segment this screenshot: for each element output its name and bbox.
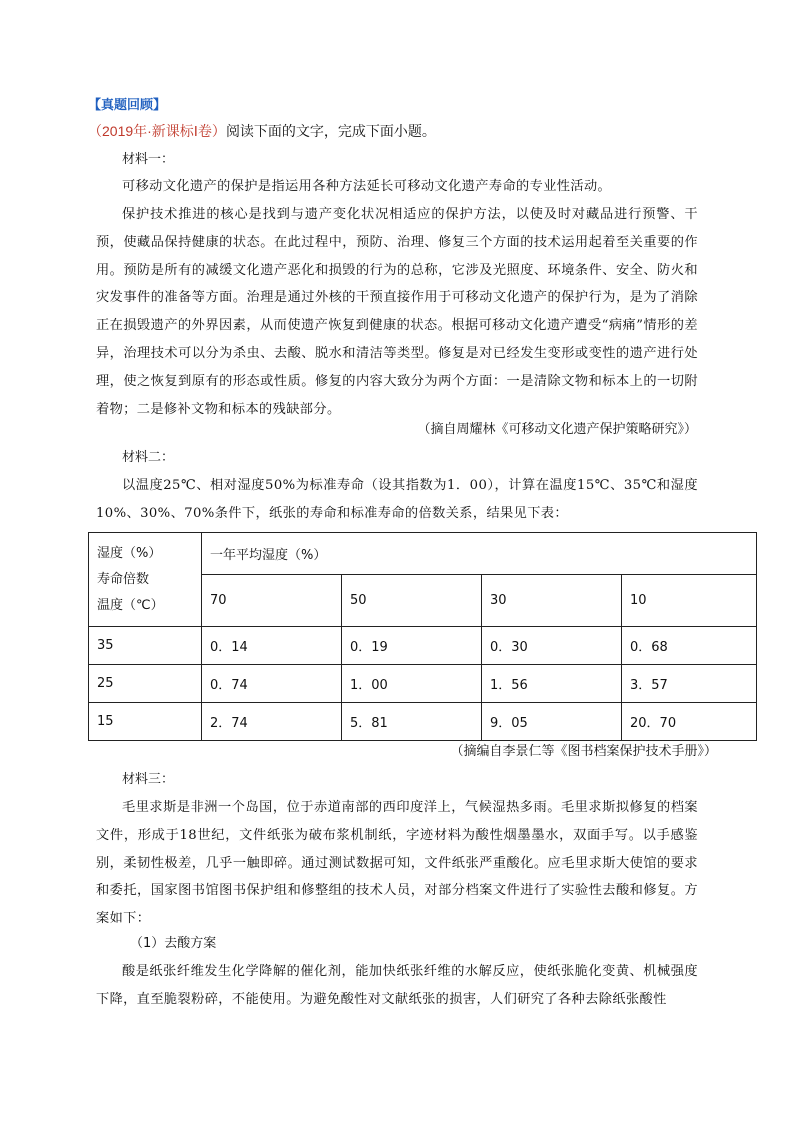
table-row-temp: 15: [89, 703, 202, 741]
table-cell: 0．19: [342, 627, 482, 665]
material1-citation: （摘自周耀林《可移动文化遗产保护策略研究》）: [417, 422, 697, 437]
section-tag: 【真题回顾】: [88, 98, 167, 113]
material1-paragraph2: 保护技术推进的核心是找到与遗产变化状况相适应的保护方法，以使及时对藏品进行预警、干预，使藏品保持健康的状态。在此过程中，预防、治理、修复三个方面的技术运用起着至关重要的作用。预防是所有的减缓文化遗产恶化和损毁的行为的总称，它涉及光照度、环境条件、安全、防火和灾发事件的准备等方面。治理是通过外核的干预直接作用于可移动文化遗产的保护行为，是为了消除正在损毁遗产的外界因素，从而使遗产恢复到健康的状态。根据可移动文化遗产遭受“病痛”情形的差异，治理技术可以分为杀虫、去酸、脱水和清洁等类型。修复是对已经发生变形或变性的遗产进行处理，使之恢复到原有的形态或性质。修复的内容大致分为两个方面：一是清除文物和标本上的一切附着物；二是修补文物和标本的残缺部分。: [96, 207, 698, 417]
question-header: [88, 121, 436, 142]
table-cell: 0．68: [622, 627, 757, 665]
corner-line-temperature: 温度（℃）: [97, 597, 164, 613]
table-cell: 1．00: [342, 665, 482, 703]
table-col-header: 10: [622, 575, 757, 627]
material3-paragraph2: 酸是纸张纤维发生化学降解的催化剂，能加快纸张纤维的水解反应，使纸张脆化变黄、机械强度下降，直至脆裂粉碎，不能使用。为避免酸性对文献纸张的损害，人们研究了各种去除纸张酸性: [96, 964, 698, 1007]
material1-paragraph1: 可移动文化遗产的保护是指运用各种方法延长可移动文化遗产寿命的专业性活动。: [122, 179, 612, 194]
table-row: [89, 665, 757, 703]
material3-paragraph1: 毛里求斯是非洲一个岛国，位于赤道南部的西印度洋上，气候湿热多雨。毛里求斯拟修复的档案文件，形成于18世纪，文件纸张为破布浆机制纸，字迹材料为酸性烟墨墨水，双面手写。以手感鉴别，柔韧性极差，几乎一触即碎。通过测试数据可知，文件纸张严重酸化。应毛里求斯大使馆的要求和委托，国家图书馆图书保护组和修整组的技术人员，对部分档案文件进行了实验性去酸和修复。方案如下：: [96, 800, 698, 927]
material2-label: 材料二：: [122, 450, 175, 465]
corner-line-humidity: 湿度（%）: [97, 545, 162, 561]
material1-label: 材料一：: [122, 152, 175, 167]
table-cell: 1．56: [482, 665, 622, 703]
table-cell: 9．05: [482, 703, 622, 741]
table-col-header: 70: [202, 575, 342, 627]
table-row: [89, 703, 757, 741]
table-cell: 5．81: [342, 703, 482, 741]
table-col-header: 30: [482, 575, 622, 627]
table-group-header: 一年平均湿度（%）: [202, 533, 757, 575]
table-cell: 0．30: [482, 627, 622, 665]
material3-label: 材料三：: [122, 772, 175, 787]
material2-citation: （摘编自李景仁等《图书档案保护技术手册》）: [450, 744, 717, 759]
table-row-temp: 35: [89, 627, 202, 665]
table-col-header: 50: [342, 575, 482, 627]
exam-source: （2019年·新课标Ⅰ卷）: [88, 123, 226, 139]
table-cell: 0．74: [202, 665, 342, 703]
paper-lifetime-table: [88, 532, 757, 741]
table-cell: 0．14: [202, 627, 342, 665]
material3-sub-label: （1）去酸方案: [130, 936, 217, 951]
material2-paragraph1: 以温度25℃、相对湿度50%为标准寿命（设其指数为1．00），计算在温度15℃、35℃和湿度10%、30%、70%条件下，纸张的寿命和标准寿命的倍数关系，结果见下表：: [96, 478, 698, 521]
corner-line-multiplier: 寿命倍数: [97, 571, 150, 587]
instruction: 阅读下面的文字，完成下面小题。: [225, 124, 436, 140]
table-row-temp: 25: [89, 665, 202, 703]
table-cell: 3．57: [622, 665, 757, 703]
table-corner-header: [89, 533, 202, 627]
table-cell: 20．70: [622, 703, 757, 741]
table-row: [89, 627, 757, 665]
table-cell: 2．74: [202, 703, 342, 741]
